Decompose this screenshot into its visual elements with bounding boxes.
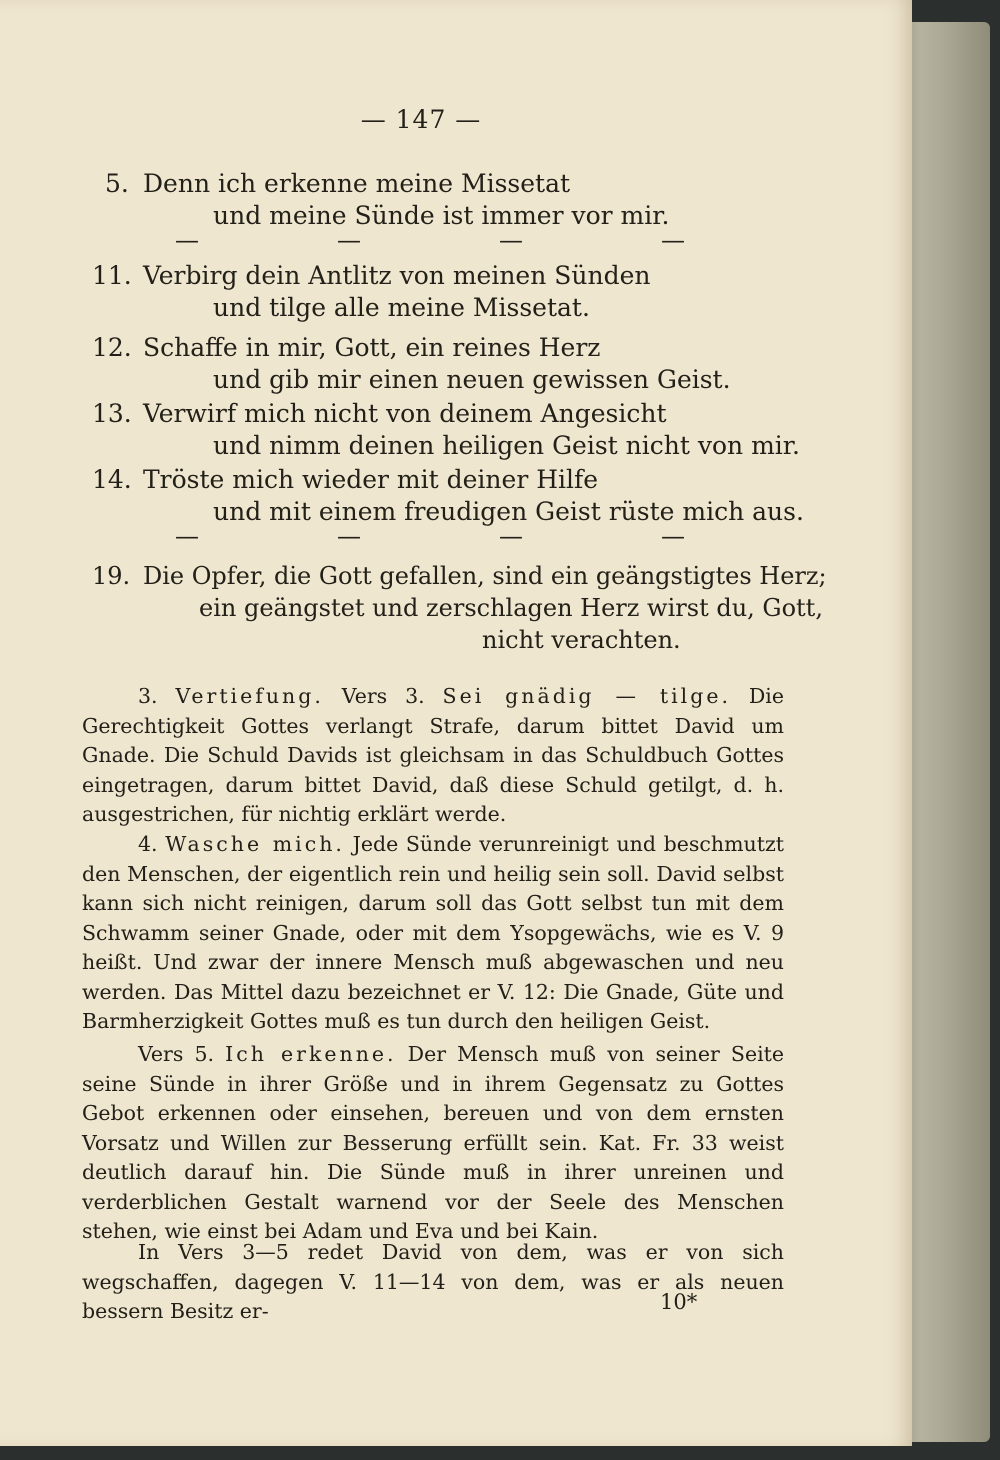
paragraph-lead: Vers 5. — [138, 1042, 226, 1066]
verse-line: Denn ich erkenne meine Missetat — [143, 169, 571, 198]
page-number: — 147 — — [360, 105, 482, 134]
verse-number: 11. — [92, 261, 132, 290]
divider-dash: — — [661, 522, 685, 550]
verse-line: Schaffe in mir, Gott, ein reines Herz — [143, 333, 601, 362]
verse-line: ein geängstet und zerschlagen Herz wirst du, Gott, — [199, 594, 823, 622]
commentary-paragraph — [82, 830, 784, 1037]
verse-line: Verwirf mich nicht von deinem Angesicht — [143, 399, 667, 428]
paragraph-lead: 4. — [138, 832, 166, 856]
verse-reference: Vers 3. — [323, 684, 443, 708]
paragraph-text: Jede Sünde verunreinigt und beschmutzt den Menschen, der eigentlich rein und heilig sein soll. David selbst kann sich nicht reinigen, darum soll das Gott selbst tun mit dem Schwamm seiner Gnade, oder mit dem Ysopgewächs, wie es V. 9 heißt. Und zwar der innere Mensch muß abgewaschen und neu werden. Das Mittel dazu bezeichnet er V. 12: Die Gnade, Güte und Barmherzigkeit Gottes muß es tun durch den heiligen Geist. — [82, 832, 785, 1033]
verse-line: und nimm deinen heiligen Geist nicht von mir. — [213, 431, 800, 460]
verse-line: und gib mir einen neuen gewissen Geist. — [213, 365, 731, 394]
divider-dash: — — [175, 522, 199, 550]
verse-number: 19. — [92, 562, 131, 590]
divider-dash: — — [337, 522, 361, 550]
verse-12 — [92, 332, 731, 394]
verse-line: nicht verachten. — [482, 626, 681, 654]
verse-13 — [92, 398, 800, 460]
commentary-paragraph — [82, 682, 784, 830]
emphasis-heading: Wasche mich. — [165, 832, 345, 856]
emphasis-phrase: Sei gnädig — tilge. — [442, 684, 731, 708]
verse-line: und tilge alle meine Missetat. — [213, 293, 590, 322]
verse-line: Die Opfer, die Gott gefallen, sind ein geängstigtes Herz; — [143, 562, 827, 590]
verse-number: 14. — [92, 465, 132, 494]
verse-line: und meine Sünde ist immer vor mir. — [213, 201, 670, 230]
verse-number: 12. — [92, 333, 132, 362]
paragraph-lead: 3. — [138, 684, 176, 708]
section-divider — [175, 522, 685, 550]
printer-signature: 10* — [660, 1290, 698, 1314]
verse-19 — [92, 560, 827, 654]
paragraph-text: Der Mensch muß von seiner Seite seine Sünde in ihrer Größe und in ihrem Gegensatz zu Gottes Gebot erkennen oder einsehen, bereuen und von dem ernsten Vorsatz und Willen zur Besserung erfüllt sein. Kat. Fr. 33 weist deutlich darauf hin. Die Sünde muß in ihrer unreinen und verderblichen Gestalt warnend vor der Seele des Menschen stehen, wie einst bei Adam und Eva und bei Kain. — [82, 1042, 785, 1243]
paragraph-text: In Vers 3—5 redet David von dem, was er von sich wegschaffen, dagegen V. 11—14 von dem, was er als neuen bessern Besitz er- — [82, 1240, 784, 1323]
verse-line: Verbirg dein Antlitz von meinen Sünden — [143, 261, 651, 290]
verse-number: 13. — [92, 399, 132, 428]
divider-dash: — — [337, 226, 361, 254]
emphasis-heading: Ich erkenne. — [225, 1042, 397, 1066]
verse-number: 5. — [105, 169, 129, 198]
commentary-paragraph — [82, 1040, 784, 1247]
verse-line: und mit einem freudigen Geist rüste mich aus. — [213, 497, 804, 526]
divider-dash: — — [661, 226, 685, 254]
divider-dash: — — [499, 522, 523, 550]
verse-5 — [105, 168, 670, 230]
verse-11 — [92, 260, 651, 322]
verse-line: Tröste mich wieder mit deiner Hilfe — [143, 465, 599, 494]
divider-dash: — — [499, 226, 523, 254]
emphasis-heading: Vertiefung. — [175, 684, 324, 708]
verse-14 — [92, 464, 804, 526]
divider-dash: — — [175, 226, 199, 254]
section-divider — [175, 226, 685, 254]
paragraph-text: Die Gerechtigkeit Gottes verlangt Strafe, darum bittet David um Gnade. Die Schuld Davids ist gleichsam in das Schuldbuch Gottes eingetragen, darum bittet David, daß diese Schuld getilgt, d. h. ausgestrichen, für nichtig erklärt werde. — [82, 684, 784, 826]
